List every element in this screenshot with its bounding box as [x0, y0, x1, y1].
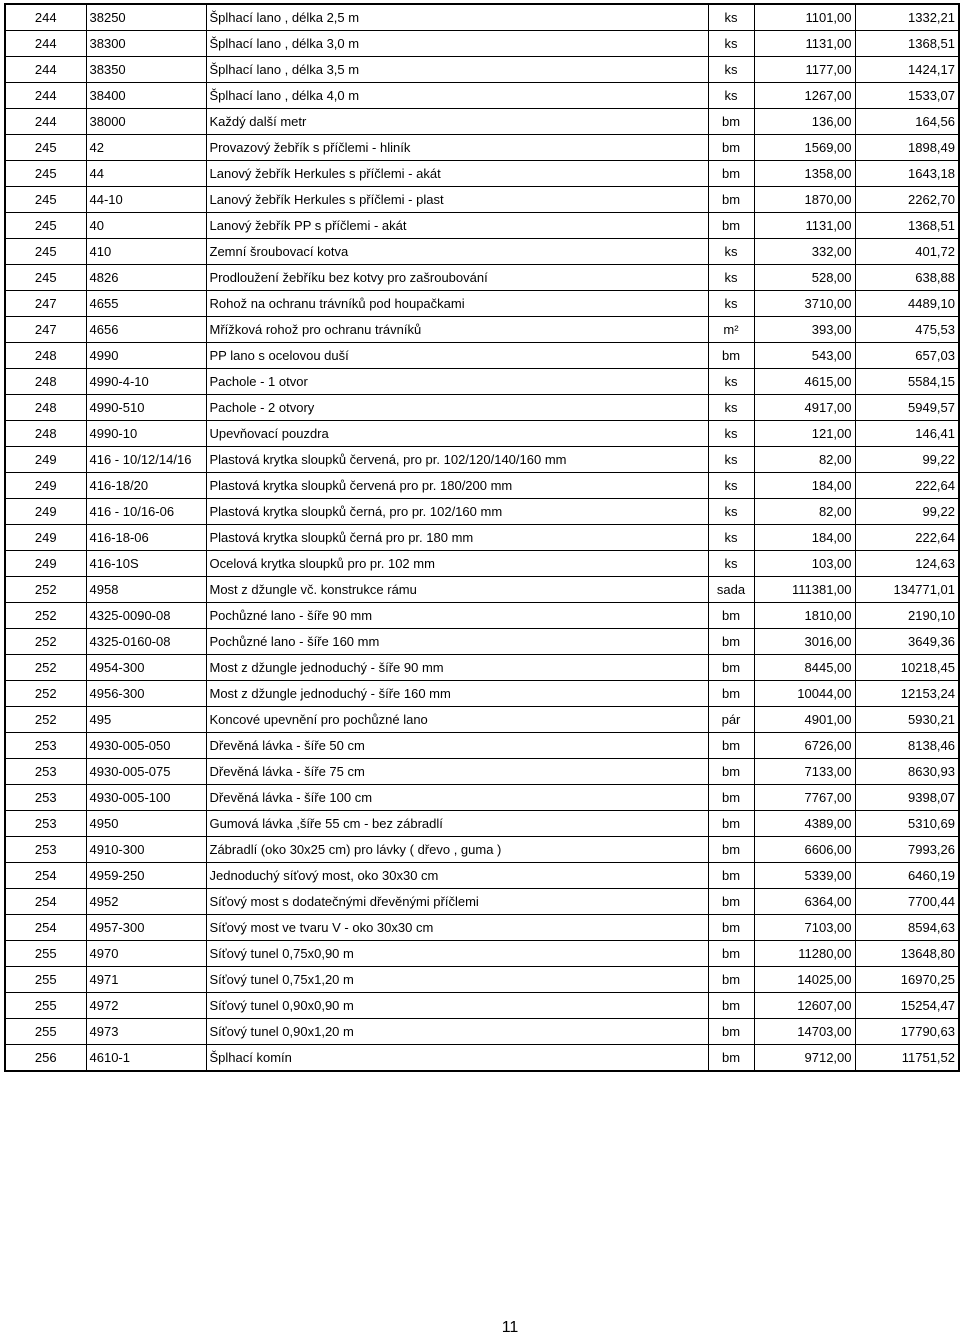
product-name-cell: Šplhací lano , délka 2,5 m	[206, 4, 708, 31]
catalog-page-cell: 252	[5, 629, 86, 655]
product-code-cell: 4958	[86, 577, 206, 603]
table-row	[5, 577, 959, 603]
table-row	[5, 1019, 959, 1045]
table-row	[5, 4, 959, 31]
product-name-cell: Síťový tunel 0,75x0,90 m	[206, 941, 708, 967]
catalog-page-cell: 248	[5, 369, 86, 395]
product-name-cell: Pochůzné lano - šíře 160 mm	[206, 629, 708, 655]
unit-cell: bm	[708, 135, 754, 161]
price-with-vat-cell: 11751,52	[855, 1045, 959, 1072]
price-cell: 14703,00	[754, 1019, 855, 1045]
unit-cell: ks	[708, 291, 754, 317]
catalog-page-cell: 249	[5, 447, 86, 473]
product-name-cell: Šplhací lano , délka 3,5 m	[206, 57, 708, 83]
table-row	[5, 863, 959, 889]
unit-cell: ks	[708, 525, 754, 551]
product-name-cell: Pochůzné lano - šíře 90 mm	[206, 603, 708, 629]
product-name-cell: Koncové upevnění pro pochůzné lano	[206, 707, 708, 733]
product-name-cell: Síťový tunel 0,90x0,90 m	[206, 993, 708, 1019]
product-code-cell: 4990-10	[86, 421, 206, 447]
catalog-page-cell: 247	[5, 317, 86, 343]
table-row	[5, 889, 959, 915]
unit-cell: bm	[708, 681, 754, 707]
price-cell: 1101,00	[754, 4, 855, 31]
price-with-vat-cell: 8594,63	[855, 915, 959, 941]
price-cell: 11280,00	[754, 941, 855, 967]
price-with-vat-cell: 7993,26	[855, 837, 959, 863]
table-row	[5, 655, 959, 681]
price-with-vat-cell: 1368,51	[855, 213, 959, 239]
product-name-cell: Mřížková rohož pro ochranu trávníků	[206, 317, 708, 343]
product-name-cell: Plastová krytka sloupků černá pro pr. 180 mm	[206, 525, 708, 551]
product-code-cell: 4972	[86, 993, 206, 1019]
catalog-page-cell: 253	[5, 759, 86, 785]
catalog-page-cell: 244	[5, 31, 86, 57]
product-code-cell: 4325-0090-08	[86, 603, 206, 629]
price-with-vat-cell: 1332,21	[855, 4, 959, 31]
product-code-cell: 44-10	[86, 187, 206, 213]
price-cell: 5339,00	[754, 863, 855, 889]
unit-cell: bm	[708, 889, 754, 915]
price-with-vat-cell: 1533,07	[855, 83, 959, 109]
price-with-vat-cell: 15254,47	[855, 993, 959, 1019]
price-with-vat-cell: 638,88	[855, 265, 959, 291]
catalog-page-cell: 253	[5, 785, 86, 811]
product-code-cell: 44	[86, 161, 206, 187]
product-code-cell: 416-18/20	[86, 473, 206, 499]
price-with-vat-cell: 3649,36	[855, 629, 959, 655]
table-row	[5, 187, 959, 213]
price-with-vat-cell: 134771,01	[855, 577, 959, 603]
product-name-cell: Lanový žebřík Herkules s příčlemi - akát	[206, 161, 708, 187]
product-code-cell: 38250	[86, 4, 206, 31]
unit-cell: ks	[708, 4, 754, 31]
unit-cell: bm	[708, 343, 754, 369]
product-name-cell: Plastová krytka sloupků červená pro pr. 180/200 mm	[206, 473, 708, 499]
price-with-vat-cell: 146,41	[855, 421, 959, 447]
product-code-cell: 416-10S	[86, 551, 206, 577]
price-with-vat-cell: 2262,70	[855, 187, 959, 213]
price-cell: 1131,00	[754, 31, 855, 57]
price-with-vat-cell: 5949,57	[855, 395, 959, 421]
price-with-vat-cell: 99,22	[855, 447, 959, 473]
price-cell: 7767,00	[754, 785, 855, 811]
product-name-cell: Most z džungle jednoduchý - šíře 90 mm	[206, 655, 708, 681]
unit-cell: ks	[708, 83, 754, 109]
price-with-vat-cell: 5310,69	[855, 811, 959, 837]
price-with-vat-cell: 8630,93	[855, 759, 959, 785]
product-name-cell: Pachole - 1 otvor	[206, 369, 708, 395]
price-cell: 7103,00	[754, 915, 855, 941]
product-code-cell: 40	[86, 213, 206, 239]
unit-cell: bm	[708, 733, 754, 759]
price-cell: 1177,00	[754, 57, 855, 83]
price-with-vat-cell: 9398,07	[855, 785, 959, 811]
page-number: 11	[501, 1319, 519, 1336]
product-code-cell: 4954-300	[86, 655, 206, 681]
catalog-page-cell: 244	[5, 109, 86, 135]
table-row	[5, 1045, 959, 1072]
unit-cell: bm	[708, 863, 754, 889]
price-cell: 6364,00	[754, 889, 855, 915]
unit-cell: ks	[708, 499, 754, 525]
unit-cell: ks	[708, 421, 754, 447]
table-row	[5, 473, 959, 499]
price-cell: 8445,00	[754, 655, 855, 681]
product-code-cell: 4930-005-100	[86, 785, 206, 811]
catalog-page-cell: 249	[5, 551, 86, 577]
price-with-vat-cell: 401,72	[855, 239, 959, 265]
catalog-page-cell: 252	[5, 707, 86, 733]
product-code-cell: 4910-300	[86, 837, 206, 863]
table-row	[5, 499, 959, 525]
product-name-cell: Síťový tunel 0,75x1,20 m	[206, 967, 708, 993]
product-name-cell: Upevňovací pouzdra	[206, 421, 708, 447]
table-row	[5, 551, 959, 577]
table-row	[5, 31, 959, 57]
catalog-page-cell: 244	[5, 57, 86, 83]
catalog-page-cell: 245	[5, 213, 86, 239]
product-name-cell: Šplhací lano , délka 4,0 m	[206, 83, 708, 109]
catalog-page-cell: 255	[5, 993, 86, 1019]
product-code-cell: 4325-0160-08	[86, 629, 206, 655]
product-name-cell: Síťový most ve tvaru V - oko 30x30 cm	[206, 915, 708, 941]
unit-cell: bm	[708, 941, 754, 967]
price-cell: 4917,00	[754, 395, 855, 421]
unit-cell: bm	[708, 1019, 754, 1045]
catalog-page-cell: 245	[5, 161, 86, 187]
table-row	[5, 57, 959, 83]
product-code-cell: 42	[86, 135, 206, 161]
product-code-cell: 4959-250	[86, 863, 206, 889]
price-with-vat-cell: 475,53	[855, 317, 959, 343]
price-with-vat-cell: 16970,25	[855, 967, 959, 993]
product-code-cell: 4930-005-050	[86, 733, 206, 759]
price-cell: 3710,00	[754, 291, 855, 317]
table-row	[5, 603, 959, 629]
catalog-page-cell: 249	[5, 525, 86, 551]
catalog-page-cell: 253	[5, 837, 86, 863]
catalog-page-cell: 255	[5, 1019, 86, 1045]
price-with-vat-cell: 12153,24	[855, 681, 959, 707]
product-code-cell: 4957-300	[86, 915, 206, 941]
price-cell: 136,00	[754, 109, 855, 135]
price-with-vat-cell: 10218,45	[855, 655, 959, 681]
unit-cell: bm	[708, 603, 754, 629]
product-code-cell: 4973	[86, 1019, 206, 1045]
price-with-vat-cell: 5930,21	[855, 707, 959, 733]
product-name-cell: Lanový žebřík Herkules s příčlemi - plast	[206, 187, 708, 213]
price-with-vat-cell: 7700,44	[855, 889, 959, 915]
product-name-cell: Dřevěná lávka - šíře 100 cm	[206, 785, 708, 811]
catalog-page-cell: 254	[5, 863, 86, 889]
unit-cell: bm	[708, 837, 754, 863]
catalog-page-cell: 247	[5, 291, 86, 317]
unit-cell: ks	[708, 31, 754, 57]
price-with-vat-cell: 8138,46	[855, 733, 959, 759]
price-with-vat-cell: 124,63	[855, 551, 959, 577]
product-name-cell: Most z džungle vč. konstrukce rámu	[206, 577, 708, 603]
product-name-cell: Plastová krytka sloupků černá, pro pr. 102/160 mm	[206, 499, 708, 525]
unit-cell: ks	[708, 395, 754, 421]
table-row	[5, 317, 959, 343]
price-table-body	[5, 4, 959, 1071]
price-cell: 1267,00	[754, 83, 855, 109]
price-cell: 4389,00	[754, 811, 855, 837]
catalog-page-cell: 252	[5, 655, 86, 681]
unit-cell: bm	[708, 655, 754, 681]
unit-cell: bm	[708, 629, 754, 655]
catalog-page-cell: 249	[5, 499, 86, 525]
table-row	[5, 395, 959, 421]
price-cell: 82,00	[754, 447, 855, 473]
unit-cell: ks	[708, 239, 754, 265]
product-code-cell: 4990	[86, 343, 206, 369]
product-code-cell: 4655	[86, 291, 206, 317]
product-code-cell: 416 - 10/12/14/16	[86, 447, 206, 473]
product-name-cell: Most z džungle jednoduchý - šíře 160 mm	[206, 681, 708, 707]
price-cell: 184,00	[754, 473, 855, 499]
product-name-cell: Ocelová krytka sloupků pro pr. 102 mm	[206, 551, 708, 577]
product-name-cell: Zemní šroubovací kotva	[206, 239, 708, 265]
product-name-cell: Pachole - 2 otvory	[206, 395, 708, 421]
unit-cell: bm	[708, 811, 754, 837]
product-code-cell: 4950	[86, 811, 206, 837]
price-table	[4, 3, 960, 1072]
price-cell: 393,00	[754, 317, 855, 343]
price-cell: 1131,00	[754, 213, 855, 239]
catalog-page-cell: 245	[5, 187, 86, 213]
product-code-cell: 416 - 10/16-06	[86, 499, 206, 525]
catalog-page-cell: 244	[5, 83, 86, 109]
table-row	[5, 733, 959, 759]
table-row	[5, 239, 959, 265]
product-code-cell: 4956-300	[86, 681, 206, 707]
unit-cell: ks	[708, 369, 754, 395]
unit-cell: pár	[708, 707, 754, 733]
table-row	[5, 421, 959, 447]
catalog-page-cell: 254	[5, 915, 86, 941]
product-code-cell: 38350	[86, 57, 206, 83]
price-with-vat-cell: 6460,19	[855, 863, 959, 889]
product-name-cell: Jednoduchý síťový most, oko 30x30 cm	[206, 863, 708, 889]
unit-cell: ks	[708, 551, 754, 577]
price-cell: 1358,00	[754, 161, 855, 187]
table-row	[5, 759, 959, 785]
unit-cell: ks	[708, 473, 754, 499]
unit-cell: bm	[708, 915, 754, 941]
price-with-vat-cell: 17790,63	[855, 1019, 959, 1045]
price-cell: 103,00	[754, 551, 855, 577]
unit-cell: bm	[708, 785, 754, 811]
catalog-page-cell: 249	[5, 473, 86, 499]
product-code-cell: 4930-005-075	[86, 759, 206, 785]
product-name-cell: Síťový tunel 0,90x1,20 m	[206, 1019, 708, 1045]
catalog-page-cell: 255	[5, 941, 86, 967]
product-code-cell: 4990-510	[86, 395, 206, 421]
price-cell: 184,00	[754, 525, 855, 551]
table-row	[5, 135, 959, 161]
catalog-page-cell: 255	[5, 967, 86, 993]
price-with-vat-cell: 2190,10	[855, 603, 959, 629]
price-with-vat-cell: 222,64	[855, 473, 959, 499]
catalog-page-cell: 245	[5, 265, 86, 291]
price-with-vat-cell: 1898,49	[855, 135, 959, 161]
price-cell: 9712,00	[754, 1045, 855, 1072]
unit-cell: ks	[708, 447, 754, 473]
product-name-cell: Gumová lávka ,šíře 55 cm - bez zábradlí	[206, 811, 708, 837]
price-cell: 3016,00	[754, 629, 855, 655]
unit-cell: sada	[708, 577, 754, 603]
product-name-cell: Prodloužení žebříku bez kotvy pro zašroubování	[206, 265, 708, 291]
product-code-cell: 4826	[86, 265, 206, 291]
table-row	[5, 707, 959, 733]
price-cell: 1569,00	[754, 135, 855, 161]
product-code-cell: 410	[86, 239, 206, 265]
price-cell: 82,00	[754, 499, 855, 525]
product-name-cell: Dřevěná lávka - šíře 75 cm	[206, 759, 708, 785]
unit-cell: bm	[708, 993, 754, 1019]
product-code-cell: 416-18-06	[86, 525, 206, 551]
price-with-vat-cell: 1424,17	[855, 57, 959, 83]
table-row	[5, 629, 959, 655]
price-cell: 111381,00	[754, 577, 855, 603]
table-row	[5, 941, 959, 967]
price-with-vat-cell: 13648,80	[855, 941, 959, 967]
price-with-vat-cell: 1368,51	[855, 31, 959, 57]
catalog-page-cell: 248	[5, 343, 86, 369]
product-code-cell: 4656	[86, 317, 206, 343]
price-cell: 543,00	[754, 343, 855, 369]
price-cell: 6726,00	[754, 733, 855, 759]
table-row	[5, 343, 959, 369]
product-code-cell: 38300	[86, 31, 206, 57]
catalog-page-cell: 244	[5, 4, 86, 31]
table-row	[5, 213, 959, 239]
price-cell: 10044,00	[754, 681, 855, 707]
unit-cell: m²	[708, 317, 754, 343]
product-name-cell: Lanový žebřík PP s příčlemi - akát	[206, 213, 708, 239]
product-code-cell: 38400	[86, 83, 206, 109]
price-with-vat-cell: 5584,15	[855, 369, 959, 395]
catalog-page-cell: 245	[5, 135, 86, 161]
product-name-cell: Provazový žebřík s příčlemi - hliník	[206, 135, 708, 161]
product-code-cell: 495	[86, 707, 206, 733]
table-row	[5, 83, 959, 109]
price-cell: 1870,00	[754, 187, 855, 213]
unit-cell: bm	[708, 759, 754, 785]
price-cell: 4901,00	[754, 707, 855, 733]
catalog-page-cell: 256	[5, 1045, 86, 1072]
product-name-cell: Rohož na ochranu trávníků pod houpačkami	[206, 291, 708, 317]
price-with-vat-cell: 657,03	[855, 343, 959, 369]
product-name-cell: Šplhací komín	[206, 1045, 708, 1072]
price-cell: 1810,00	[754, 603, 855, 629]
product-code-cell: 4971	[86, 967, 206, 993]
table-row	[5, 369, 959, 395]
product-code-cell: 38000	[86, 109, 206, 135]
price-cell: 4615,00	[754, 369, 855, 395]
product-name-cell: Každý další metr	[206, 109, 708, 135]
catalog-page-cell: 253	[5, 811, 86, 837]
product-name-cell: Zábradlí (oko 30x25 cm) pro lávky ( dřevo , guma )	[206, 837, 708, 863]
unit-cell: bm	[708, 187, 754, 213]
catalog-page-cell: 252	[5, 577, 86, 603]
catalog-page-cell: 245	[5, 239, 86, 265]
price-with-vat-cell: 1643,18	[855, 161, 959, 187]
catalog-page-cell: 248	[5, 395, 86, 421]
price-cell: 528,00	[754, 265, 855, 291]
table-row	[5, 837, 959, 863]
catalog-page-cell: 254	[5, 889, 86, 915]
unit-cell: ks	[708, 265, 754, 291]
table-row	[5, 993, 959, 1019]
unit-cell: bm	[708, 213, 754, 239]
price-with-vat-cell: 222,64	[855, 525, 959, 551]
unit-cell: bm	[708, 1045, 754, 1072]
table-row	[5, 109, 959, 135]
price-cell: 14025,00	[754, 967, 855, 993]
product-name-cell: Dřevěná lávka - šíře 50 cm	[206, 733, 708, 759]
unit-cell: ks	[708, 57, 754, 83]
table-row	[5, 967, 959, 993]
product-name-cell: Šplhací lano , délka 3,0 m	[206, 31, 708, 57]
price-cell: 12607,00	[754, 993, 855, 1019]
unit-cell: bm	[708, 109, 754, 135]
product-code-cell: 4990-4-10	[86, 369, 206, 395]
catalog-page-cell: 252	[5, 603, 86, 629]
table-row	[5, 915, 959, 941]
product-name-cell: Síťový most s dodatečnými dřevěnými příčlemi	[206, 889, 708, 915]
table-row	[5, 681, 959, 707]
catalog-page-cell: 248	[5, 421, 86, 447]
unit-cell: bm	[708, 967, 754, 993]
catalog-page-cell: 253	[5, 733, 86, 759]
table-row	[5, 525, 959, 551]
catalog-page-cell: 252	[5, 681, 86, 707]
product-code-cell: 4952	[86, 889, 206, 915]
price-with-vat-cell: 99,22	[855, 499, 959, 525]
price-with-vat-cell: 4489,10	[855, 291, 959, 317]
table-row	[5, 161, 959, 187]
table-row	[5, 785, 959, 811]
unit-cell: bm	[708, 161, 754, 187]
product-code-cell: 4610-1	[86, 1045, 206, 1072]
product-name-cell: PP lano s ocelovou duší	[206, 343, 708, 369]
price-cell: 332,00	[754, 239, 855, 265]
product-code-cell: 4970	[86, 941, 206, 967]
price-cell: 7133,00	[754, 759, 855, 785]
price-with-vat-cell: 164,56	[855, 109, 959, 135]
product-name-cell: Plastová krytka sloupků červená, pro pr. 102/120/140/160 mm	[206, 447, 708, 473]
table-row	[5, 447, 959, 473]
price-cell: 121,00	[754, 421, 855, 447]
table-row	[5, 265, 959, 291]
table-row	[5, 811, 959, 837]
table-row	[5, 291, 959, 317]
price-cell: 6606,00	[754, 837, 855, 863]
